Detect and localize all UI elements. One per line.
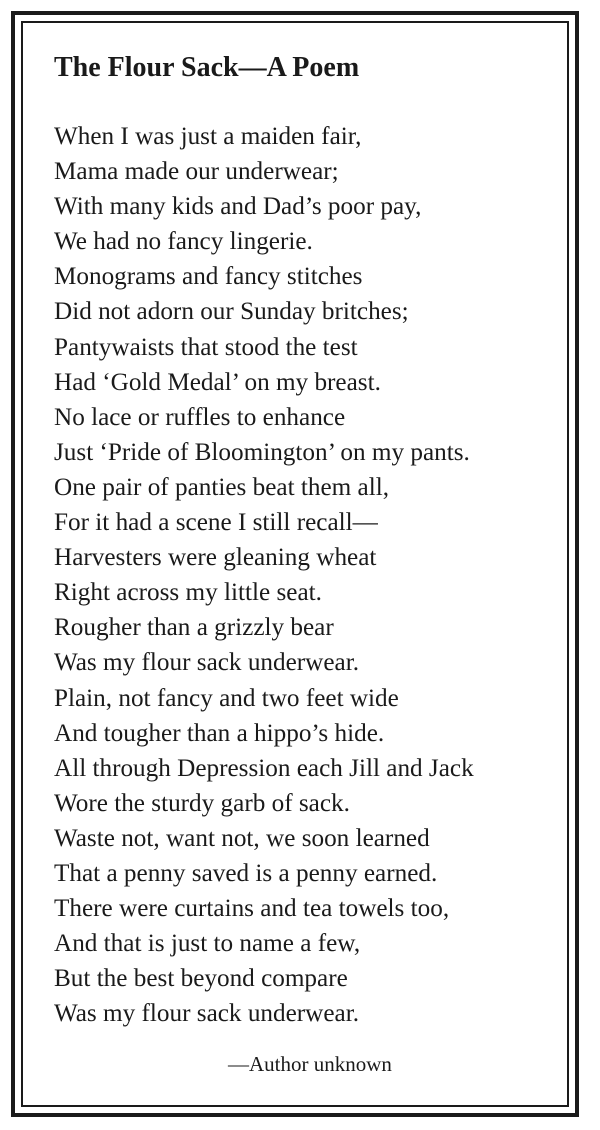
poem-line: Monograms and fancy stitches <box>54 263 363 291</box>
poem-line: Did not adorn our Sunday britches; <box>54 298 409 326</box>
poem-line: Wore the sturdy garb of sack. <box>54 789 350 817</box>
poem-line: Harvesters were gleaning wheat <box>54 544 377 572</box>
poem-line: There were curtains and tea towels too, <box>54 895 450 923</box>
poem-line: Rougher than a grizzly bear <box>54 614 334 642</box>
poem-line: When I was just a maiden fair, <box>54 123 362 150</box>
poem-line: That a penny saved is a penny earned. <box>54 859 438 887</box>
poem-line: Plain, not fancy and two feet wide <box>54 684 399 712</box>
poem-title: The Flour Sack—A Poem <box>54 52 360 83</box>
poem-line: With many kids and Dad’s poor pay, <box>54 193 422 221</box>
poem-line: We had no fancy lingerie. <box>54 228 313 256</box>
poem-line: Just ‘Pride of Bloomington’ on my pants. <box>54 438 470 466</box>
poem-line: And tougher than a hippo’s hide. <box>54 719 385 747</box>
poem-line: Was my flour sack underwear. <box>54 1000 360 1028</box>
poem-body <box>54 119 474 1031</box>
poem-line: And that is just to name a few, <box>54 930 361 958</box>
poem-line: For it had a scene I still recall— <box>54 509 378 537</box>
poem-line: Was my flour sack underwear. <box>54 649 360 677</box>
poem-line: One pair of panties beat them all, <box>54 473 390 501</box>
poem-line: All through Depression each Jill and Jack <box>54 754 474 782</box>
poem-line: Waste not, want not, we soon learned <box>54 824 430 852</box>
poem-line: Mama made our underwear; <box>54 158 339 186</box>
poem-line: No lace or ruffles to enhance <box>54 403 346 431</box>
poem-line: But the best beyond compare <box>54 965 348 993</box>
poem-line: Right across my little seat. <box>54 579 322 607</box>
poem-attribution: —Author unknown <box>228 1052 392 1076</box>
poem-line: Had ‘Gold Medal’ on my breast. <box>54 368 381 396</box>
poem-line: Pantywaists that stood the test <box>54 333 358 361</box>
